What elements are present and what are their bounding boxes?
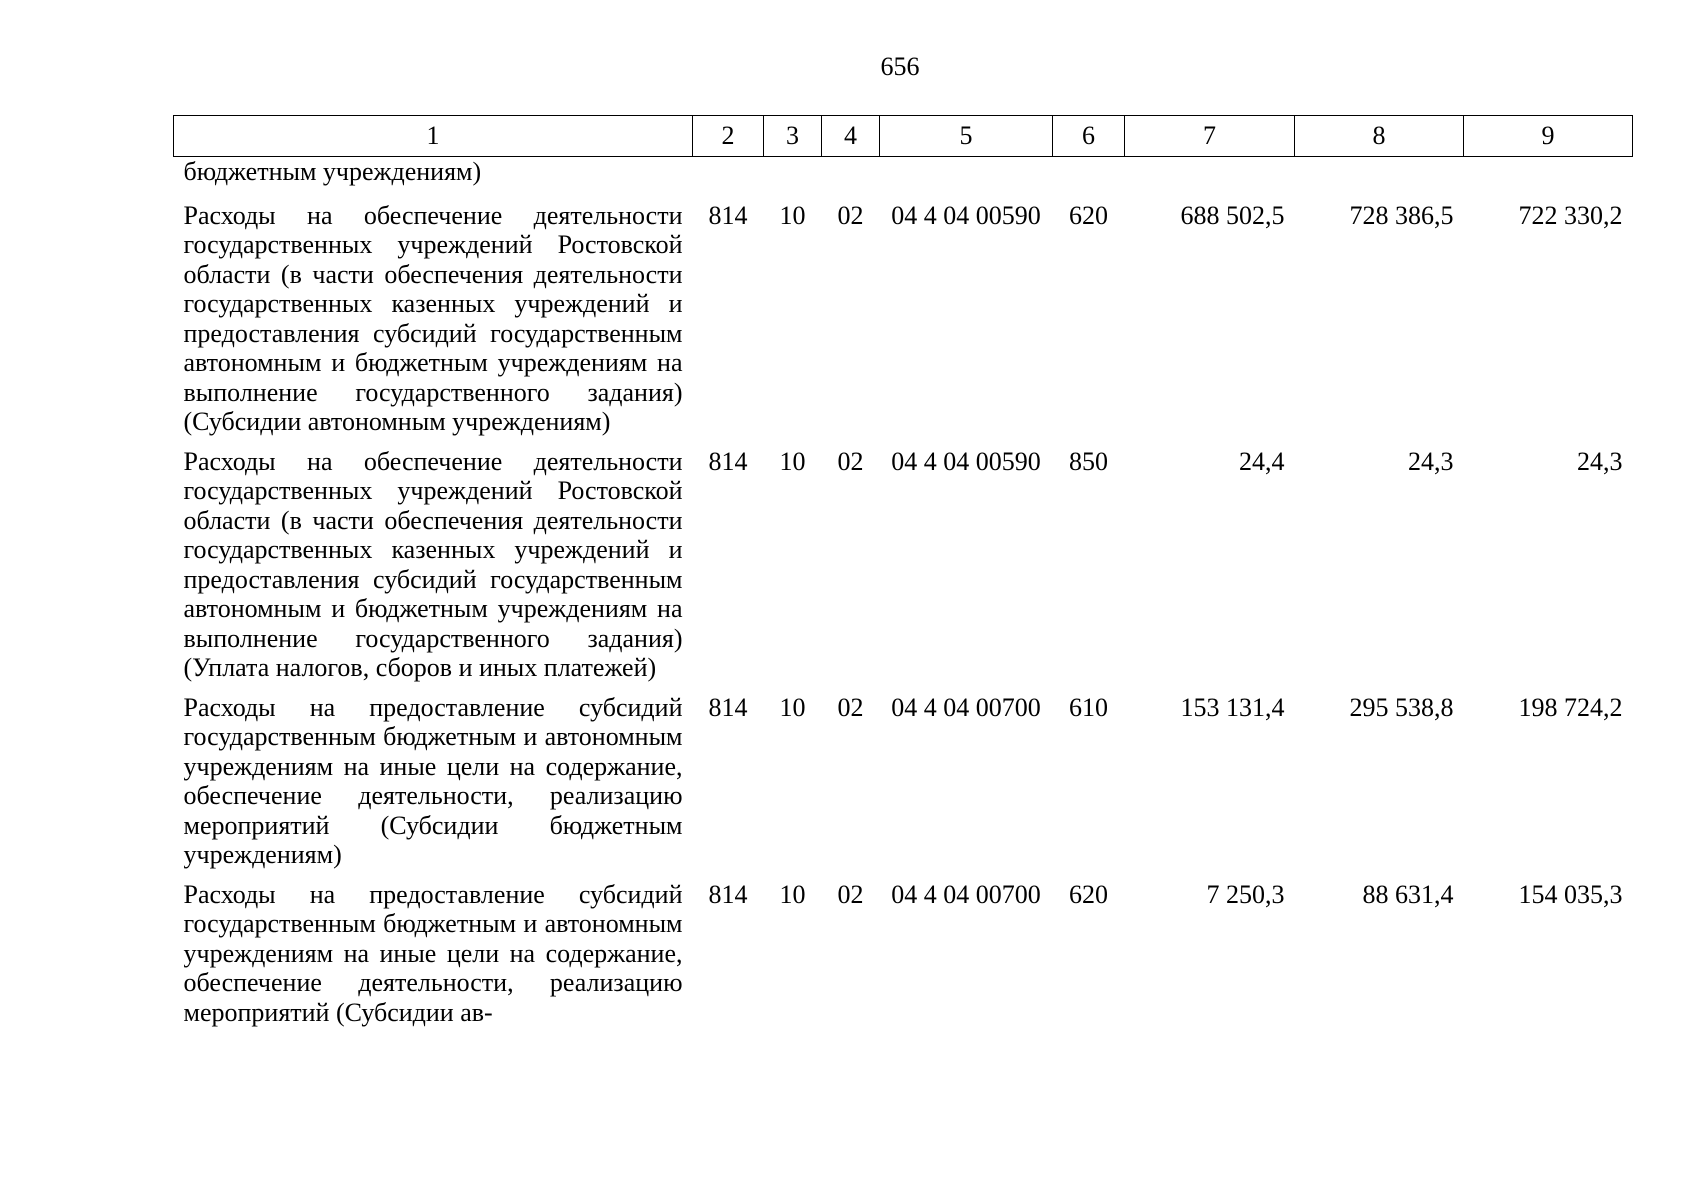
row-expense-type: 610 — [1069, 692, 1108, 722]
row-subsection-code: 02 — [837, 446, 864, 476]
row-section-code: 10 — [779, 446, 806, 476]
row-amount-col9: 722 330,2 — [1518, 200, 1623, 230]
row-amount-col7: 688 502,5 — [1180, 200, 1285, 230]
row-amount-col7: 7 250,3 — [1206, 879, 1285, 909]
row-expense-type: 850 — [1069, 446, 1108, 476]
row-amount-col8: 88 631,4 — [1362, 879, 1454, 909]
row-description: Расходы на предоставление субсидий государственным бюджетным и автономным учреждениям на иные цели на содержание, обеспечение деятельности, реализацию мероприятий (Субсидии бюджетным учреждениям) — [183, 692, 683, 869]
row-admin-code: 814 — [708, 446, 748, 476]
header-row — [174, 116, 1633, 157]
row-admin-code: 814 — [708, 879, 748, 909]
row-expense-type: 620 — [1069, 200, 1108, 230]
header-col-6: 6 — [1053, 116, 1125, 157]
row-subsection-code: 02 — [837, 879, 864, 909]
row-target-article: 04 4 04 00590 — [891, 446, 1041, 476]
header-col-7: 7 — [1125, 116, 1295, 157]
budget-table — [173, 115, 1633, 1037]
table-row — [174, 693, 1633, 880]
row-section-code: 10 — [779, 200, 806, 230]
row-amount-col7: 24,4 — [1239, 446, 1285, 476]
table-row — [174, 880, 1633, 1038]
row-amount-col8: 728 386,5 — [1349, 200, 1454, 230]
row-amount-col9: 24,3 — [1577, 446, 1623, 476]
row-section-code: 10 — [779, 692, 806, 722]
header-col-5: 5 — [880, 116, 1053, 157]
header-col-4: 4 — [822, 116, 880, 157]
header-col-2: 2 — [693, 116, 764, 157]
row-section-code: 10 — [779, 879, 806, 909]
row-subsection-code: 02 — [837, 692, 864, 722]
header-col-9: 9 — [1464, 116, 1633, 157]
header-col-1: 1 — [174, 116, 693, 157]
continuation-text: бюджетным учреждениям) — [183, 157, 482, 186]
row-amount-col9: 198 724,2 — [1518, 692, 1623, 722]
row-expense-type: 620 — [1069, 879, 1108, 909]
row-amount-col7: 153 131,4 — [1180, 692, 1285, 722]
row-description: Расходы на обеспечение деятельности государственных учреждений Ростовской области (в части обеспечения деятельности государственных казенных учреждений и предоставления субсидий государственным автономным и бюджетным учреждениям на выполнение государственного задания) (Субсидии автономным учреждениям) — [183, 200, 683, 436]
header-col-8: 8 — [1295, 116, 1464, 157]
row-admin-code: 814 — [708, 200, 748, 230]
header-col-3: 3 — [764, 116, 822, 157]
row-description: Расходы на предоставление субсидий государственным бюджетным и автономным учреждениям на иные цели на содержание, обеспечение деятельности, реализацию мероприятий (Субсидии ав- — [183, 879, 683, 1027]
row-target-article: 04 4 04 00700 — [891, 692, 1041, 722]
continuation-row — [174, 157, 1633, 201]
row-amount-col9: 154 035,3 — [1518, 879, 1623, 909]
table-row — [174, 201, 1633, 447]
row-target-article: 04 4 04 00700 — [891, 879, 1041, 909]
row-amount-col8: 24,3 — [1408, 446, 1454, 476]
row-subsection-code: 02 — [837, 200, 864, 230]
table-row — [174, 447, 1633, 693]
row-target-article: 04 4 04 00590 — [891, 200, 1041, 230]
row-admin-code: 814 — [708, 692, 748, 722]
row-amount-col8: 295 538,8 — [1349, 692, 1454, 722]
page-number: 656 — [880, 52, 920, 81]
row-description: Расходы на обеспечение деятельности государственных учреждений Ростовской области (в части обеспечения деятельности государственных казенных учреждений и предоставления субсидий государственным автономным и бюджетным учреждениям на выполнение государственного задания) (Уплата налогов, сборов и иных платежей) — [183, 446, 683, 682]
